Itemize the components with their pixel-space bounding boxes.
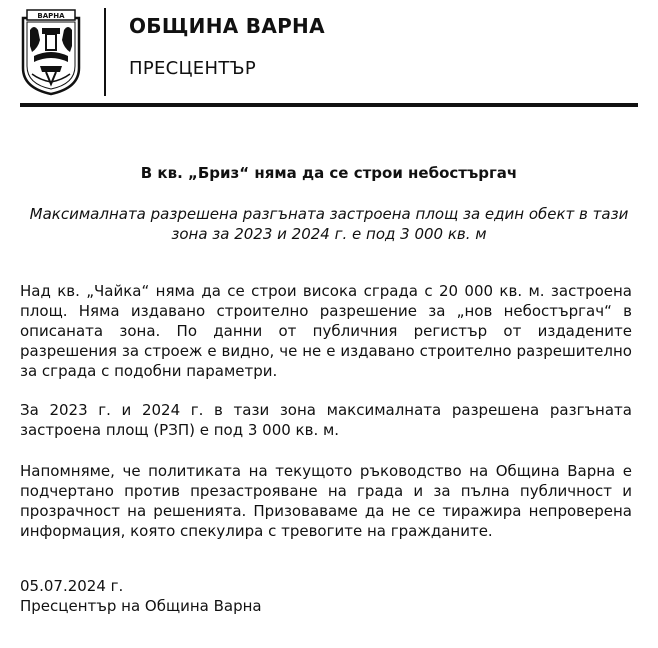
header-rule — [20, 103, 638, 107]
body-paragraph: Над кв. „Чайка“ няма да се строи висока сграда с 20 000 кв. м. застроена площ. Няма издавано строително разрешение за „нов небостъргач“ в описаната зона. По данни от публичния регистър от издадените разрешения за строеж е видно, че не е издавано строително разрешително за сграда с подобни параметри. — [20, 282, 632, 380]
body-paragraph: Напомняме, че политиката на текущото ръководство на Община Варна е подчертано против презастрояване на града и за пълна публичност и прозрачност на решенията. Призоваваме да не се тиражира непроверена информация, която спекулира с тревогите на гражданите. — [20, 462, 632, 540]
signature: Пресцентър на Община Варна — [20, 597, 262, 615]
organization-name: ОБЩИНА ВАРНА — [129, 14, 325, 38]
signature-block — [20, 576, 262, 616]
header-divider — [104, 8, 106, 96]
article-title: В кв. „Бриз“ няма да се строи небостъргач — [140, 164, 518, 182]
department-name: ПРЕСЦЕНТЪР — [129, 58, 257, 79]
varna-coat-of-arms-icon — [20, 8, 82, 96]
letterhead — [0, 0, 658, 108]
release-date: 05.07.2024 г. — [20, 577, 124, 595]
body-paragraph: За 2023 г. и 2024 г. в тази зона максималната разрешена разгъната застроена площ (РЗП) е под 3 000 кв. м. — [20, 401, 632, 439]
article-subtitle: Максималната разрешена разгъната застроена площ за един обект в тази зона за 2023 и 2024 г. е под 3 000 кв. м — [29, 205, 629, 243]
crest-label: ВАРНА — [37, 12, 65, 20]
